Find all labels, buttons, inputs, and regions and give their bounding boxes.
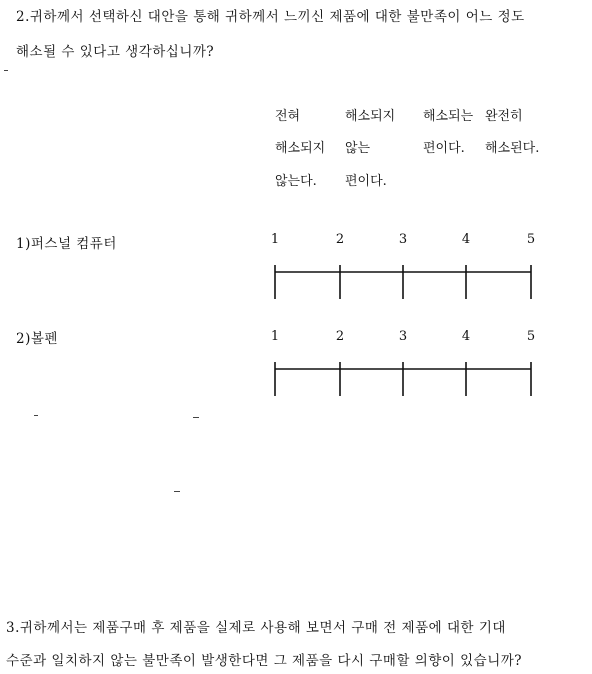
scale-number: 3 xyxy=(398,329,408,344)
scale-header-1-line-3: 않는다. xyxy=(275,174,317,189)
question-2-line-2: 해소될 수 있다고 생각하십니까? xyxy=(16,44,215,60)
scan-speck xyxy=(4,70,8,71)
scale-header-2-line-2: 않는 xyxy=(345,141,371,156)
scale-number: 1 xyxy=(270,232,280,247)
scale-header-2-line-3: 편이다. xyxy=(345,174,387,189)
scale-header-4-line-1: 완전히 xyxy=(485,109,523,124)
scale-number: 3 xyxy=(398,232,408,247)
scale-number: 5 xyxy=(526,329,536,344)
scale-number: 5 xyxy=(526,232,536,247)
scale-header-3-line-1: 해소되는 xyxy=(423,109,474,124)
scan-speck xyxy=(174,491,180,492)
item-1-label: 1)퍼스널 컴퓨터 xyxy=(16,236,117,252)
scale-header-4-line-2: 해소된다. xyxy=(485,141,540,156)
scale-number: 4 xyxy=(461,329,471,344)
scale-header-3-line-2: 편이다. xyxy=(423,141,465,156)
question-3-line-1: 3.귀하께서는 제품구매 후 제품을 실제로 사용해 보면서 구매 전 제품에 대한 기대 xyxy=(6,620,506,636)
scale-header-1-line-2: 해소되지 xyxy=(275,141,326,156)
scale-number: 1 xyxy=(270,329,280,344)
question-2-line-1: 2.귀하께서 선택하신 대안을 통해 귀하께서 느끼신 제품에 대한 불만족이 어느 정도 xyxy=(16,9,525,25)
question-3-line-2: 수준과 일치하지 않는 불만족이 발생한다면 그 제품을 다시 구매할 의향이 있습니까? xyxy=(6,653,523,669)
scale-number: 2 xyxy=(335,329,345,344)
item-2-label: 2)볼펜 xyxy=(16,331,58,347)
scale-header-2-line-1: 해소되지 xyxy=(345,109,396,124)
scale-header-1-line-1: 전혀 xyxy=(275,109,301,124)
scale-number: 2 xyxy=(335,232,345,247)
scan-speck xyxy=(34,415,38,416)
scan-speck xyxy=(193,417,199,418)
scale-number: 4 xyxy=(461,232,471,247)
